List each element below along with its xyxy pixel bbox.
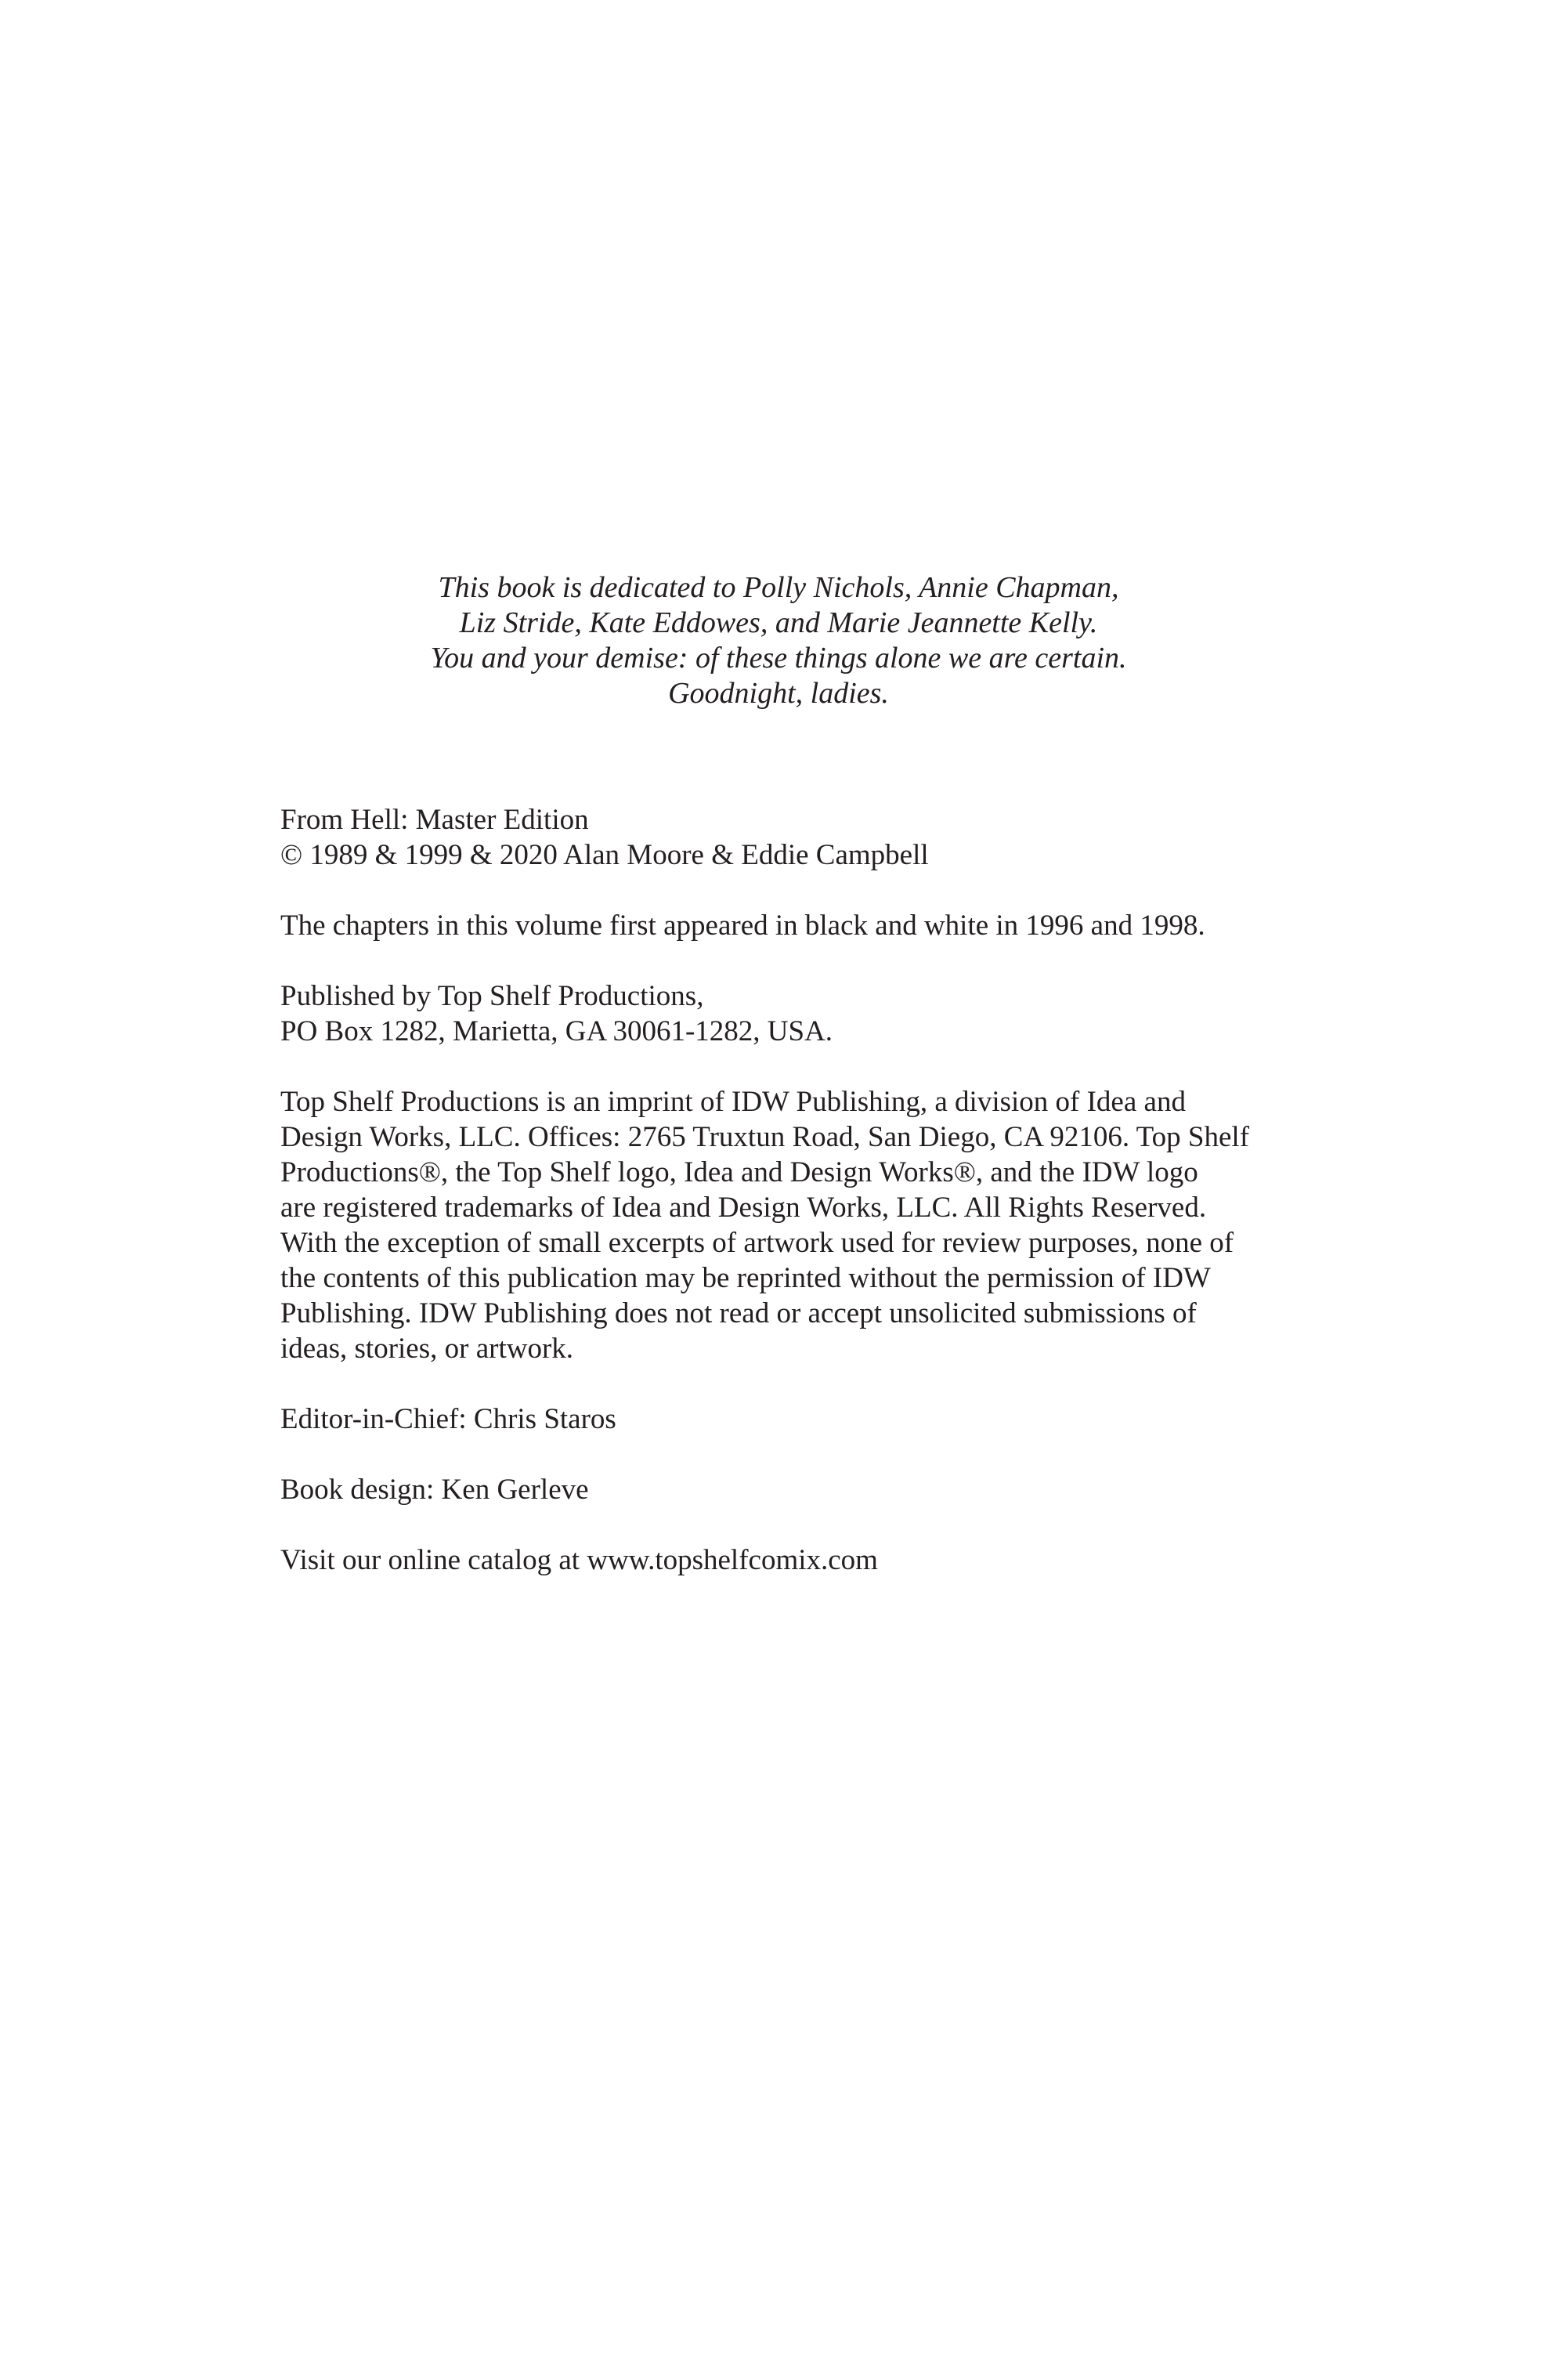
legal-line: With the exception of small excerpts of artwork used for review purposes, none of [280, 1227, 1234, 1259]
dedication-line: This book is dedicated to Polly Nichols, Annie Chapman, [438, 571, 1119, 604]
catalog-line: Visit our online catalog at www.topshelfcomix.com [280, 1544, 878, 1576]
legal-line: Design Works, LLC. Offices: 2765 Truxtun Road, San Diego, CA 92106. Top Shelf [280, 1121, 1250, 1153]
publisher-line: Published by Top Shelf Productions, [280, 980, 704, 1012]
colophon [280, 802, 1314, 1578]
legal-line: Productions®, the Top Shelf logo, Idea and Design Works®, and the IDW logo [280, 1156, 1198, 1188]
legal-line: the contents of this publication may be reprinted without the permission of IDW [280, 1262, 1211, 1294]
chapters-note-line: The chapters in this volume first appeared in black and white in 1996 and 1998. [280, 910, 1205, 942]
title-copyright-block [280, 802, 1314, 873]
design-line: Book design: Ken Gerleve [280, 1474, 589, 1506]
legal-notice [280, 1084, 1314, 1366]
catalog-note [280, 1543, 1314, 1578]
dedication-line: You and your demise: of these things alone we are certain. [430, 642, 1127, 675]
publisher-address: PO Box 1282, Marietta, GA 30061-1282, USA. [280, 1015, 833, 1047]
legal-line: are registered trademarks of Idea and Design Works, LLC. All Rights Reserved. [280, 1192, 1207, 1224]
publisher-block [280, 978, 1314, 1049]
legal-line: ideas, stories, or artwork. [280, 1333, 574, 1365]
design-credit [280, 1472, 1314, 1507]
chapters-note [280, 908, 1314, 943]
dedication [0, 570, 1557, 711]
dedication-line: Goodnight, ladies. [668, 677, 889, 710]
copyright-line: © 1989 & 1999 & 2020 Alan Moore & Eddie Campbell [280, 839, 929, 871]
legal-line: Top Shelf Productions is an imprint of IDW Publishing, a division of Idea and [280, 1086, 1186, 1118]
editor-line: Editor-in-Chief: Chris Staros [280, 1403, 616, 1435]
dedication-line: Liz Stride, Kate Eddowes, and Marie Jeannette Kelly. [459, 606, 1098, 639]
book-title: From Hell: Master Edition [280, 804, 589, 836]
editor-credit [280, 1402, 1314, 1437]
legal-line: Publishing. IDW Publishing does not read or accept unsolicited submissions of [280, 1297, 1197, 1329]
